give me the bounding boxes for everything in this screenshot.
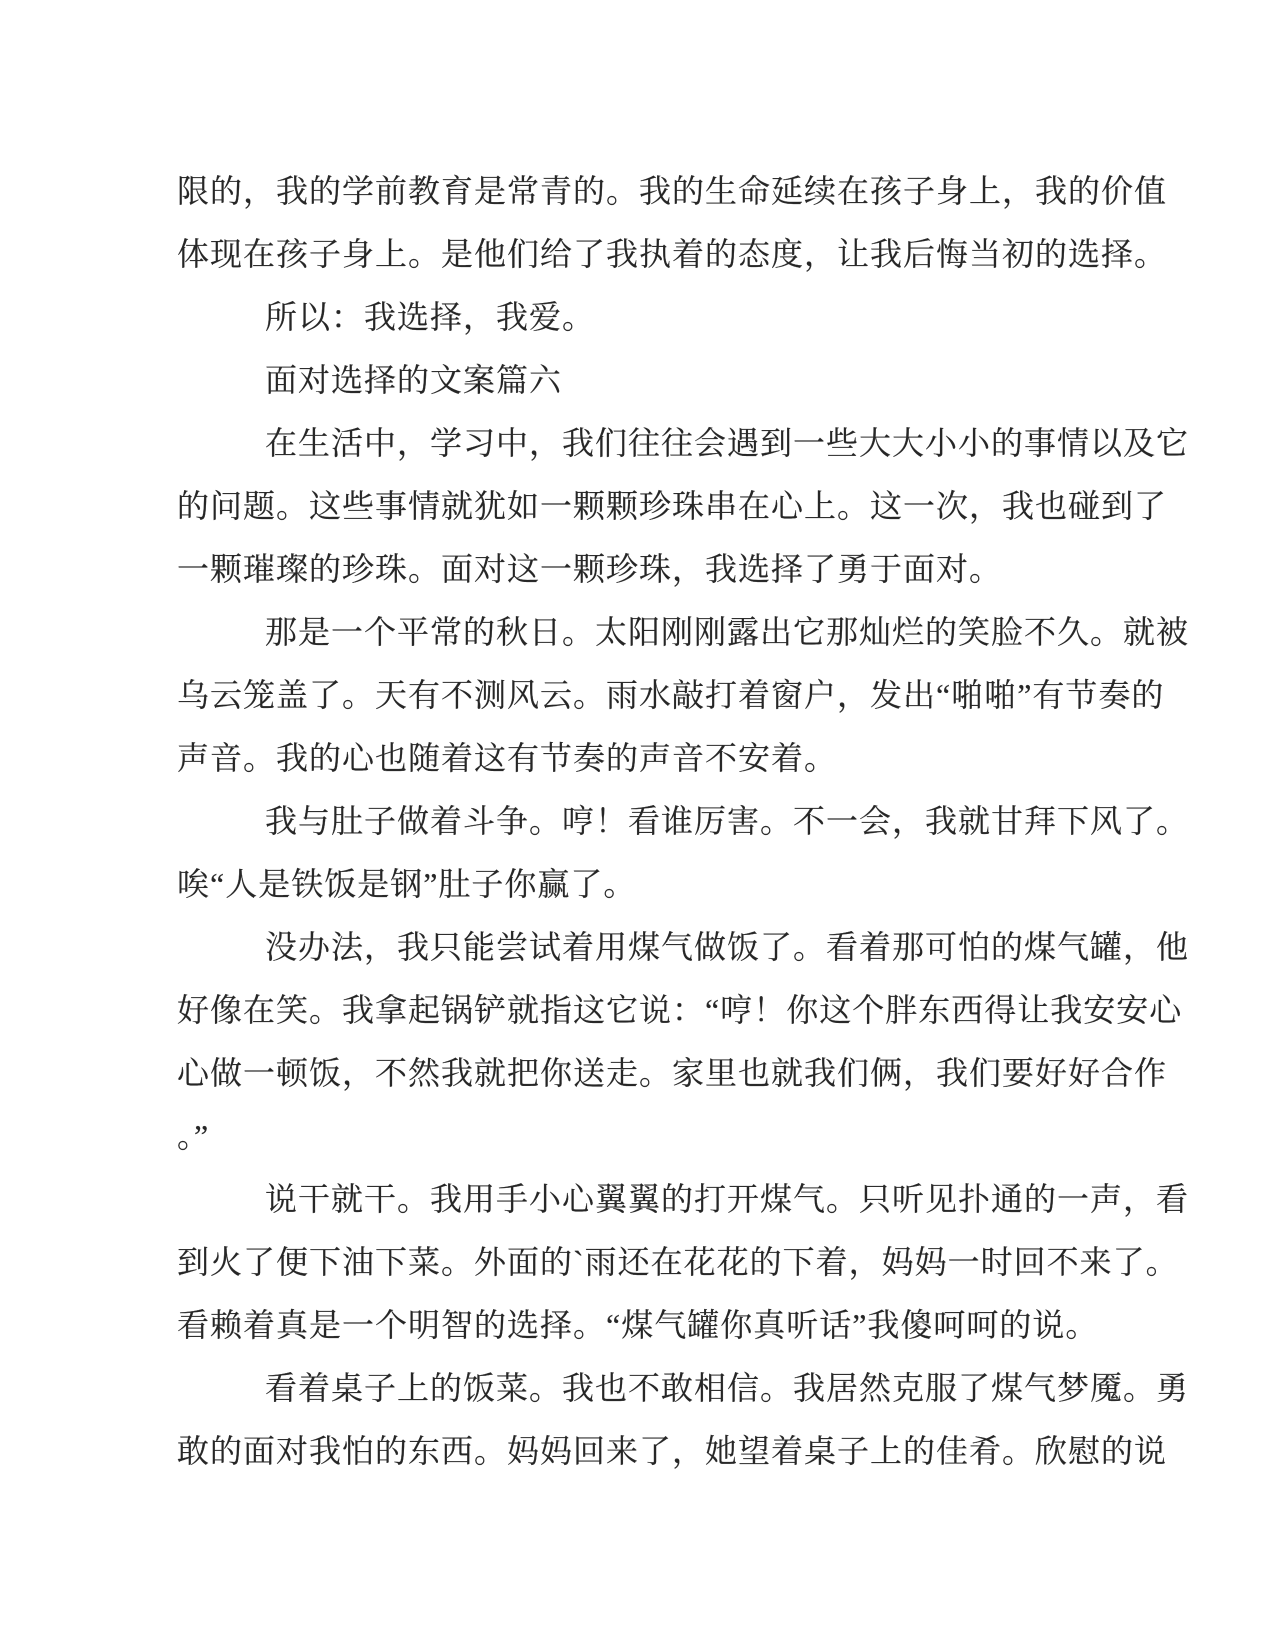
text-line: 唉“人是铁饭是钢”肚子你赢了。 xyxy=(177,866,637,902)
text-line: 限的，我的学前教育是常青的。我的生命延续在孩子身上，我的价值 xyxy=(177,173,1168,209)
text-line: 敢的面对我怕的东西。妈妈回来了，她望着桌子上的佳肴。欣慰的说 xyxy=(177,1433,1168,1469)
text-line-section-heading: 面对选择的文案篇六 xyxy=(265,362,563,398)
text-line: 看着桌子上的饭菜。我也不敢相信。我居然克服了煤气梦魇。勇 xyxy=(265,1370,1190,1406)
text-line: 。” xyxy=(177,1118,210,1154)
text-line: 乌云笼盖了。天有不测风云。雨水敲打着窗户，发出“啪啪”有节奏的 xyxy=(177,677,1165,713)
text-line: 我与肚子做着斗争。哼！看谁厉害。不一会，我就甘拜下风了。 xyxy=(265,803,1190,839)
document-text-block xyxy=(177,160,1190,1483)
text-line: 没办法，我只能尝试着用煤气做饭了。看着那可怕的煤气罐，他 xyxy=(265,929,1190,965)
text-line: 好像在笑。我拿起锅铲就指这它说：“哼！你这个胖东西得让我安安心 xyxy=(177,992,1183,1028)
text-line: 体现在孩子身上。是他们给了我执着的态度，让我后悔当初的选择。 xyxy=(177,236,1168,272)
text-line: 一颗璀璨的珍珠。面对这一颗珍珠，我选择了勇于面对。 xyxy=(177,551,1003,587)
text-line: 心做一顿饭，不然我就把你送走。家里也就我们俩，我们要好好合作 xyxy=(177,1055,1168,1091)
text-line: 看赖着真是一个明智的选择。“煤气罐你真听话”我傻呵呵的说。 xyxy=(177,1307,1099,1343)
text-line: 所以：我选择，我爱。 xyxy=(265,299,596,335)
text-line: 到火了便下油下菜。外面的`雨还在花花的下着，妈妈一时回不来了。 xyxy=(177,1244,1179,1280)
text-line: 的问题。这些事情就犹如一颗颗珍珠串在心上。这一次，我也碰到了 xyxy=(177,488,1168,524)
text-line: 声音。我的心也随着这有节奏的声音不安着。 xyxy=(177,740,838,776)
text-line: 说干就干。我用手小心翼翼的打开煤气。只听见扑通的一声，看 xyxy=(265,1181,1190,1217)
text-line: 那是一个平常的秋日。太阳刚刚露出它那灿烂的笑脸不久。就被 xyxy=(265,614,1190,650)
text-line: 在生活中，学习中，我们往往会遇到一些大大小小的事情以及它 xyxy=(265,425,1190,461)
